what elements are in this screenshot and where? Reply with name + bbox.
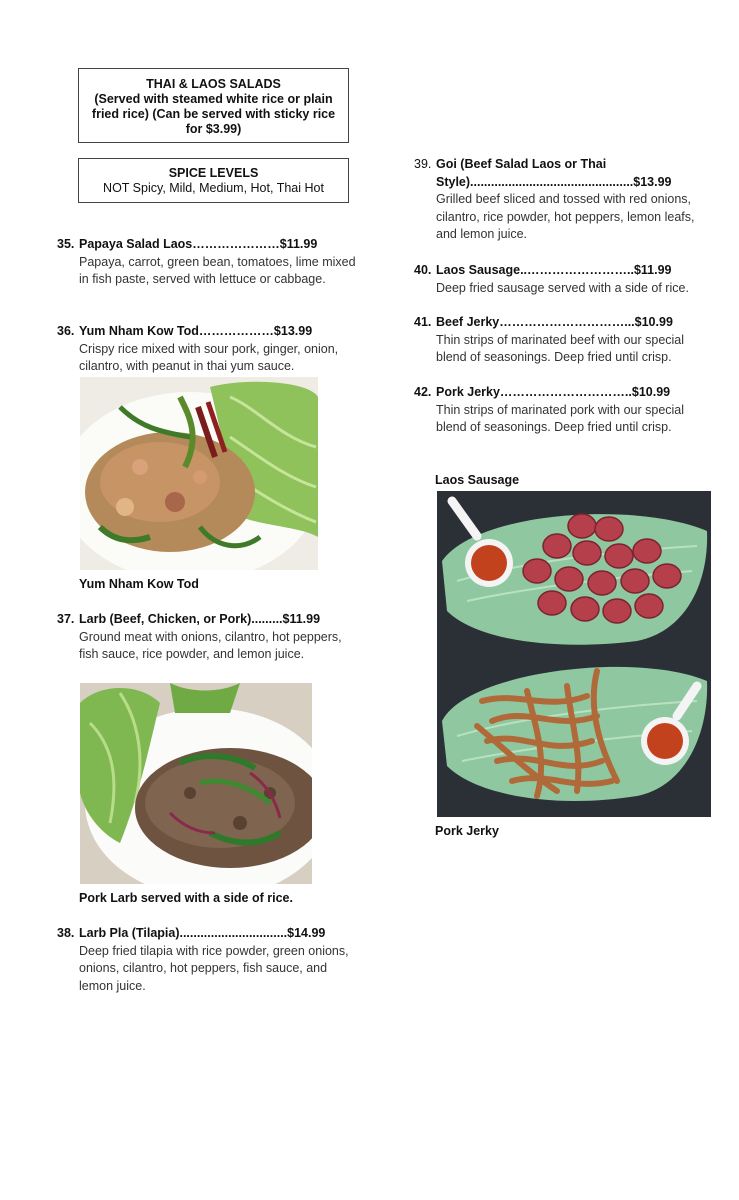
menu-item-35: [57, 236, 357, 289]
item-number: 40.: [414, 263, 432, 277]
item-description: Deep fried tilapia with rice powder, green onions, onions, cilantro, hot peppers, fish sauce, and lemon juice.: [79, 943, 349, 993]
menu-item-41: [414, 314, 714, 367]
spice-levels-box: [78, 158, 349, 203]
item-description: Crispy rice mixed with sour pork, ginger, onion, cilantro, with peanut in thai yum sauce.: [79, 341, 339, 373]
item-title: Yum Nham Kow Tod………………$13.99: [79, 324, 313, 338]
item-title: Larb Pla (Tilapia)...............................$14.99: [79, 926, 326, 940]
item-number: 42.: [414, 385, 432, 399]
item-description: Grilled beef sliced and tossed with red onions, cilantro, rice powder, hot peppers, lemon leafs, and lemon juice.: [436, 192, 695, 241]
item-title: Goi (Beef Salad Laos or Thai Style)...............................................$13.99: [436, 157, 672, 189]
menu-item-42: [414, 384, 714, 437]
photo-caption: Pork Jerky: [435, 824, 499, 838]
photo-caption: Laos Sausage: [435, 473, 520, 487]
menu-item-37: [57, 611, 357, 664]
menu-item-39: [414, 156, 714, 244]
section-title: THAI & LAOS SALADS: [146, 77, 281, 91]
section-header-box: [78, 68, 349, 143]
item-description: Deep fried sausage served with a side of rice.: [436, 280, 689, 295]
item-description: Ground meat with onions, cilantro, hot peppers, fish sauce, rice powder, and lemon juice.: [79, 629, 342, 661]
section-subtitle: (Served with steamed white rice or plain fried rice) (Can be served with sticky rice for $3.99): [91, 92, 336, 136]
item-description: Thin strips of marinated pork with our special blend of seasonings. Deep fried until crisp.: [436, 402, 685, 434]
item-description: Thin strips of marinated beef with our special blend of seasonings. Deep fried until crisp.: [436, 332, 685, 364]
menu-item-40: [414, 262, 714, 297]
menu-item-36: [57, 323, 357, 376]
item-number: 35.: [57, 237, 75, 251]
photo-caption: Pork Larb served with a side of rice.: [79, 891, 293, 905]
item-number: 37.: [57, 612, 75, 626]
item-number: 39.: [414, 157, 432, 171]
yum-nham-photo: [80, 377, 318, 570]
photo-caption: Yum Nham Kow Tod: [79, 577, 199, 591]
spice-levels-title: SPICE LEVELS: [168, 166, 259, 180]
pork-larb-photo: [80, 683, 312, 884]
item-number: 41.: [414, 315, 432, 329]
item-title: Papaya Salad Laos…………………$11.99: [79, 237, 318, 251]
item-number: 36.: [57, 324, 75, 338]
item-description: Papaya, carrot, green bean, tomatoes, lime mixed in fish paste, served with lettuce or cabbage.: [79, 254, 356, 286]
item-title: Larb (Beef, Chicken, or Pork).........$11.99: [79, 612, 321, 626]
spice-levels-list: NOT Spicy, Mild, Medium, Hot, Thai Hot: [103, 181, 324, 195]
item-number: 38.: [57, 926, 75, 940]
item-title: Laos Sausage..……………………..$11.99: [436, 263, 672, 277]
menu-item-38: [57, 925, 357, 995]
item-title: Beef Jerky…………………………...$10.99: [436, 315, 673, 329]
item-title: Pork Jerky…………………………..$10.99: [436, 385, 671, 399]
sausage-and-jerky-photo: [437, 491, 711, 817]
